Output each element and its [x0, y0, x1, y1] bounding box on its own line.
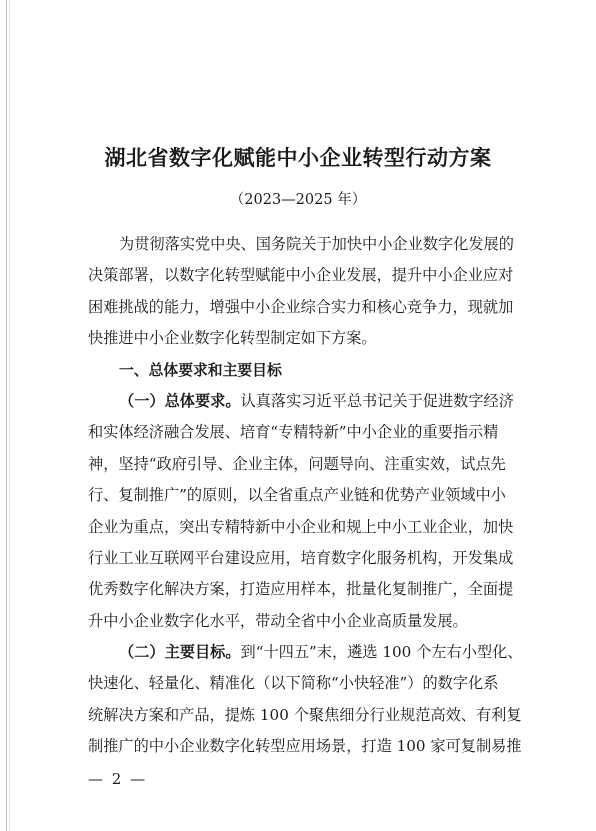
- paragraph-lead: （二）主要目标。: [119, 643, 241, 661]
- paragraph-first-line: 到“十四五”末，遴选 100 个左右小型化、: [240, 643, 523, 661]
- page-number: — 2 —: [88, 770, 148, 788]
- text-line: 为贯彻落实党中央、国务院关于加快中小企业数字化发展的: [119, 235, 514, 253]
- paragraph-lead: （一）总体要求。: [119, 392, 241, 410]
- document-subtitle: （2023—2025 年）: [229, 192, 367, 208]
- text-line: 困难挑战的能力，增强中小企业综合实力和核心竞争力，现就加: [88, 297, 514, 316]
- text-line: 统解决方案和产品，提炼 100 个聚焦细分行业规范高效、有利复: [88, 705, 522, 724]
- text-line: 和实体经济融合发展、培育“专精特新”中小企业的重要指示精: [88, 423, 499, 442]
- intro-paragraph: [88, 229, 548, 355]
- section-heading: 一、总体要求和主要目标: [119, 362, 282, 379]
- paragraph-general-requirements: [88, 386, 548, 637]
- text-line: 快速化、轻量化、精准化（以下简称“小快轻准”）的数字化系: [88, 674, 499, 693]
- section-heading-block: [88, 355, 548, 386]
- text-line: 神，坚持“政府引导、企业主体，问题导向、注重实效，试点先: [88, 454, 506, 473]
- text-line: 优秀数字化解决方案，打造应用样本，批量化复制推广，全面提: [88, 580, 514, 599]
- text-line: [88, 386, 548, 417]
- text-line: 快推进中小企业数字化转型制定如下方案。: [88, 329, 377, 348]
- text-line: 制推广的中小企业数字化转型应用场景，打造 100 家可复制易推: [88, 737, 522, 756]
- paragraph-main-goals: [88, 637, 548, 763]
- text-line: 行业工业互联网平台建设应用，培育数字化服务机构，开发集成: [88, 549, 514, 568]
- text-line: [88, 637, 548, 668]
- text-line: 行、复制推广”的原则，以全省重点产业链和优势产业领域中小: [88, 486, 506, 505]
- page-edge-shadow: [9, 0, 10, 831]
- text-line: 升中小企业数字化水平，带动全省中小企业高质量发展。: [88, 611, 468, 630]
- paragraph-first-line: 认真落实习近平总书记关于促进数字经济: [240, 392, 514, 410]
- document-title: 湖北省数字化赋能中小企业转型行动方案: [104, 145, 492, 170]
- text-line: 企业为重点，突出专精特新中小企业和规上中小工业企业，加快: [88, 517, 514, 536]
- page-edge: [6, 0, 7, 831]
- text-line: 决策部署，以数字化转型赋能中小企业发展，提升中小企业应对: [88, 266, 514, 285]
